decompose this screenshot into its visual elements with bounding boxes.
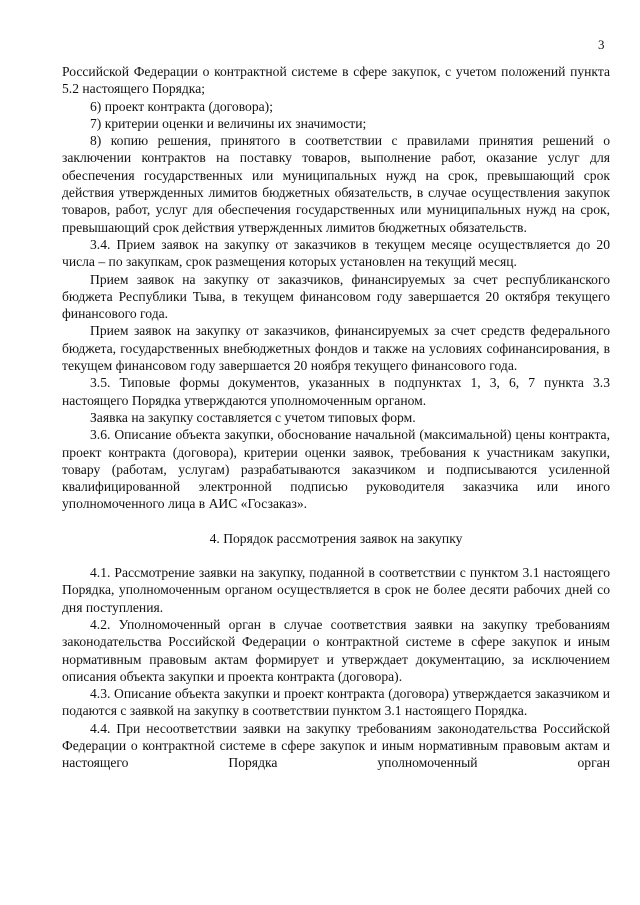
clause-4-1: 4.1. Рассмотрение заявки на закупку, поданной в соответствии с пунктом 3.1 настоящего Порядка, уполномоченным органом осуществляется в срок не более десяти рабочих дней со дня поступления. [62, 565, 610, 615]
page-number: 3 [598, 37, 605, 52]
clause-3-4-federal-budget: Прием заявок на закупку от заказчиков, финансируемых за счет средств федерального бюджета, государственных внебюджетных фондов и также на условиях софинансирования, в текущем финансовом году завершается 20 ноября текущего финансового года. [62, 323, 610, 374]
clause-4-2: 4.2. Уполномоченный орган в случае соответствия заявки на закупку требованиям законодательства Российской Федерации о контрактной системе в сфере закупок и иным нормативным правовым актам формирует и утверждает документацию, за исключением описания объекта закупки и проекта контракта (договора). [62, 616, 610, 684]
paragraph-continuation: Российской Федерации о контрактной системе в сфере закупок, с учетом положений пункта 5.2 настоящего Порядка; [62, 64, 610, 97]
clause-3-6: 3.6. Описание объекта закупки, обоснование начальной (максимальной) цены контракта, проект контракта (договора), критерии оценки заявок, требования к участникам закупки, товару (работам, услугам) разрабатываются заказчиком и подписываются усиленной квалифицированной электронной подписью руководителя заказчика или иного уполномоченного лица в АИС «Госзаказ». [62, 427, 610, 512]
section-heading: 4. Порядок рассмотрения заявок на закупку [209, 530, 463, 546]
clause-3-4-republic-budget: Прием заявок на закупку от заказчиков, финансируемых за счет республиканского бюджета Республики Тыва, в текущем финансовом году завершается 20 октября текущего финансового года. [62, 271, 610, 322]
list-item-6: 6) проект контракта (договора); [90, 98, 273, 114]
document-body [62, 63, 610, 772]
list-item-8: 8) копию решения, принятого в соответствии с правилами принятия решений о заключении контрактов на поставку товаров, выполнение работ, оказание услуг для обеспечения государственных или муниципальных нужд на срок, превышающий срок действия утвержденных лимитов бюджетных обязательств, в случае осуществления закупок товаров, работ, услуг для обеспечения государственных или муниципальных нужд на срок, превышающий срок действия утвержденных лимитов бюджетных обязательств. [62, 133, 610, 235]
clause-3-5: 3.5. Типовые формы документов, указанных в подпунктах 1, 3, 6, 7 пункта 3.3 настоящего Порядка утверждаются уполномоченным органом. [62, 375, 610, 408]
list-item-7: 7) критерии оценки и величины их значимости; [90, 115, 367, 131]
clause-3-5-note: Заявка на закупку составляется с учетом типовых форм. [90, 409, 416, 425]
clause-4-3: 4.3. Описание объекта закупки и проект контракта (договора) утверждается заказчиком и подаются с заявкой на закупку в соответствии пунктом 3.1 настоящего Порядка. [62, 686, 610, 719]
clause-3-4: 3.4. Прием заявок на закупку от заказчиков в текущем месяце осуществляется до 20 числа – по закупкам, срок размещения которых установлен на текущий месяц. [62, 236, 610, 270]
clause-4-4: 4.4. При несоответствии заявки на закупку требованиям законодательства Российской Федерации о контрактной системе в сфере закупок и иным нормативным правовым актам и настоящего Порядка уполномоченный орган [62, 720, 610, 771]
